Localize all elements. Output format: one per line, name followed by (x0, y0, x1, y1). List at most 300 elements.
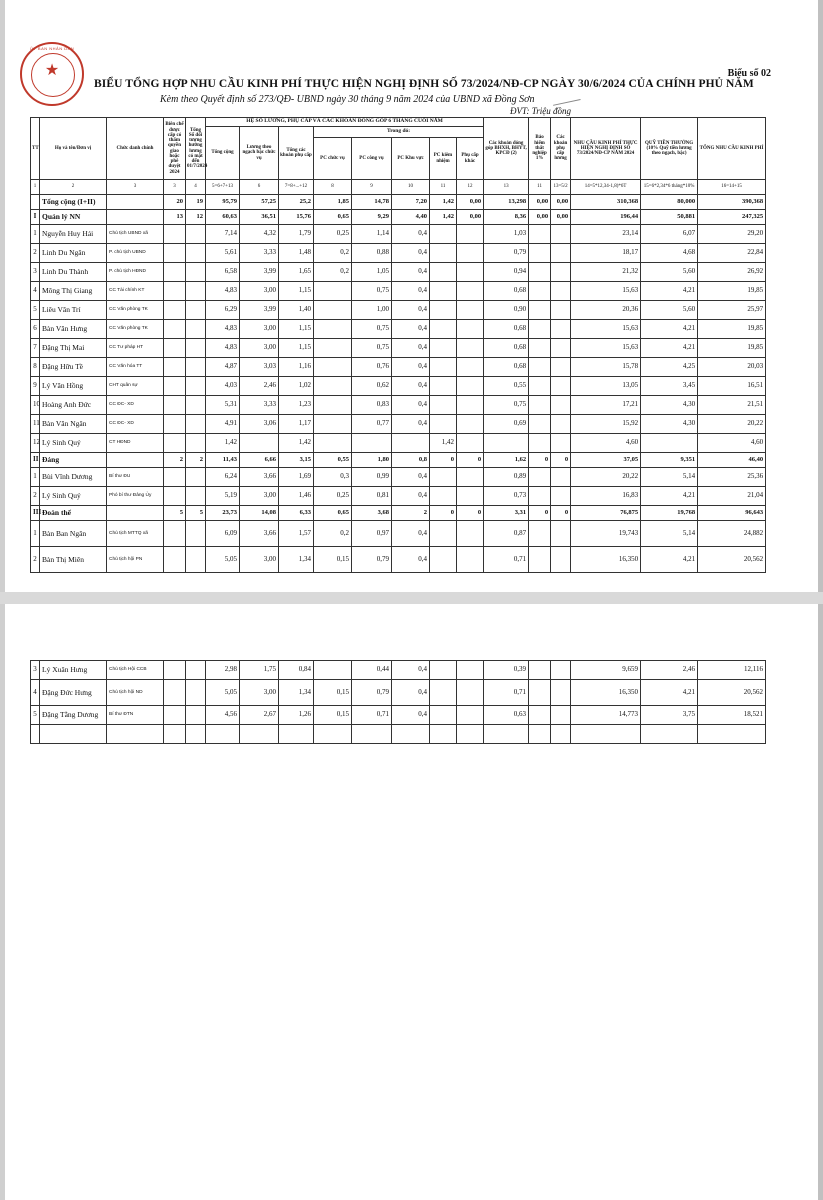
cell-pc-khac (457, 680, 484, 706)
col-quota: Biên chế được cấp có thẩm quyền giao hoặc phê duyệt 2024 (164, 118, 186, 180)
cell-salary: 3,00 (240, 547, 279, 573)
cell-people (186, 244, 206, 263)
cell-title: P. chủ tịch HĐND (107, 263, 164, 282)
index-cell: 2 (40, 180, 107, 195)
cell-name: Quản lý NN (40, 210, 107, 225)
index-cell: 11 (529, 180, 551, 195)
cell-name: Đặng Tằng Dương (40, 706, 107, 725)
cell-title: CC Tài chính KT (107, 282, 164, 301)
cell-allow: 1,02 (279, 377, 314, 396)
col-pc-cv: PC chức vụ (314, 138, 352, 180)
col-tt: TT (31, 118, 40, 180)
col-contrib: Các khoản đóng góp BHXH, BHYT, KPCĐ (2) (484, 118, 529, 180)
cell-pc-kv: 0,4 (392, 301, 430, 320)
table-row (31, 225, 766, 244)
cell-grand: 19,85 (698, 282, 766, 301)
cell-other (551, 396, 571, 415)
table-row (31, 661, 766, 680)
cell-bonus: 3,75 (641, 706, 698, 725)
cell-title: CHT quân sự (107, 377, 164, 396)
cell-contrib: 8,36 (484, 210, 529, 225)
cell-grand: 16,51 (698, 377, 766, 396)
cell-tt: 2 (31, 487, 40, 506)
cell-salary: 3,06 (240, 415, 279, 434)
cell-bonus: 4,21 (641, 547, 698, 573)
cell-tt: 11 (31, 415, 40, 434)
cell-allow (279, 725, 314, 744)
cell-quota (164, 468, 186, 487)
cell-pc-cv: 0,15 (314, 547, 352, 573)
cell-allow: 1,17 (279, 415, 314, 434)
cell-pc-congvu: 0,97 (352, 521, 392, 547)
cell-sum: 6,24 (206, 468, 240, 487)
cell-other: 0,00 (551, 210, 571, 225)
cell-name: Đặng Thị Mai (40, 339, 107, 358)
cell-title: Chủ tịch MTTQ xã (107, 521, 164, 547)
cell-pc-kv: 7,20 (392, 195, 430, 210)
table-row (31, 358, 766, 377)
cell-salary: 3,00 (240, 487, 279, 506)
cell-need: 76,875 (571, 506, 641, 521)
cell-bonus: 4,25 (641, 358, 698, 377)
cell-allow: 1,48 (279, 244, 314, 263)
cell-tt: 1 (31, 521, 40, 547)
cell-allow: 1,65 (279, 263, 314, 282)
cell-bonus: 4,21 (641, 320, 698, 339)
signature-mark (551, 91, 580, 106)
cell-people (186, 320, 206, 339)
cell-pc-congvu: 0,71 (352, 706, 392, 725)
cell-salary: 57,25 (240, 195, 279, 210)
cell-tt: 12 (31, 434, 40, 453)
cell-pc-kn: 0 (430, 506, 457, 521)
cell-contrib: 0,75 (484, 396, 529, 415)
unit-label: ĐVT: Triệu đồng (510, 106, 572, 116)
cell-people (186, 358, 206, 377)
cell-name: Đặng Đức Hưng (40, 680, 107, 706)
cell-contrib: 0,63 (484, 706, 529, 725)
cell-title (107, 210, 164, 225)
cell-title (107, 195, 164, 210)
index-cell: 1 (31, 180, 40, 195)
cell-people (186, 263, 206, 282)
cell-bhtn (529, 339, 551, 358)
cell-pc-kn: 1,42 (430, 195, 457, 210)
cell-bhtn (529, 301, 551, 320)
cell-quota (164, 358, 186, 377)
cell-pc-cv (314, 339, 352, 358)
cell-quota (164, 680, 186, 706)
cell-quota (164, 434, 186, 453)
cell-sum: 1,42 (206, 434, 240, 453)
cell-pc-cv: 0,25 (314, 225, 352, 244)
cell-grand: 29,20 (698, 225, 766, 244)
cell-quota: 13 (164, 210, 186, 225)
cell-other (551, 706, 571, 725)
table-row (31, 377, 766, 396)
index-cell: 12 (457, 180, 484, 195)
cell-salary: 3,00 (240, 680, 279, 706)
cell-bonus: 5,14 (641, 521, 698, 547)
cell-people: 5 (186, 506, 206, 521)
cell-sum: 5,05 (206, 547, 240, 573)
cell-pc-khac (457, 263, 484, 282)
cell-pc-congvu: 0,76 (352, 358, 392, 377)
cell-need: 15,63 (571, 320, 641, 339)
cell-pc-kv: 0,4 (392, 680, 430, 706)
cell-contrib: 0,79 (484, 244, 529, 263)
cell-contrib: 1,62 (484, 453, 529, 468)
cell-salary: 3,66 (240, 468, 279, 487)
cell-quota (164, 415, 186, 434)
cell-pc-congvu (352, 725, 392, 744)
cell-pc-kn (430, 725, 457, 744)
cell-salary: 2,46 (240, 377, 279, 396)
cell-salary: 3,00 (240, 282, 279, 301)
index-cell: 13 (484, 180, 529, 195)
cell-allow: 1,16 (279, 358, 314, 377)
cell-allow: 25,2 (279, 195, 314, 210)
cell-quota (164, 263, 186, 282)
cell-pc-kn (430, 547, 457, 573)
cell-name: Đoàn thể (40, 506, 107, 521)
cell-bonus: 5,14 (641, 468, 698, 487)
cell-name: Lý Sinh Quý (40, 434, 107, 453)
cell-sum: 2,98 (206, 661, 240, 680)
cell-title: Bí thư ĐTN (107, 706, 164, 725)
cell-pc-kn (430, 377, 457, 396)
cell-name: Linh Du Ngân (40, 244, 107, 263)
cell-bonus: 4,21 (641, 487, 698, 506)
cell-bhtn: 0,00 (529, 195, 551, 210)
cell-bonus: 2,46 (641, 661, 698, 680)
cell-people (186, 415, 206, 434)
col-salary: Lương theo ngạch bậc chức vụ (240, 127, 279, 180)
cell-need: 15,78 (571, 358, 641, 377)
cell-bhtn (529, 225, 551, 244)
cell-quota (164, 377, 186, 396)
cell-pc-kv: 0,4 (392, 263, 430, 282)
cell-tt: 9 (31, 377, 40, 396)
cell-pc-cv: 0,55 (314, 453, 352, 468)
cell-salary: 3,00 (240, 320, 279, 339)
cell-sum: 4,91 (206, 415, 240, 434)
cell-contrib: 0,69 (484, 415, 529, 434)
cell-people (186, 661, 206, 680)
cell-sum: 4,03 (206, 377, 240, 396)
cell-contrib: 0,39 (484, 661, 529, 680)
cell-bonus: 5,60 (641, 301, 698, 320)
cell-bonus: 9,351 (641, 453, 698, 468)
cell-sum: 4,87 (206, 358, 240, 377)
cell-pc-congvu: 0,88 (352, 244, 392, 263)
index-cell: 15=6*2,34*6 tháng*10% (641, 180, 698, 195)
cell-name: Bùi Vĩnh Dương (40, 468, 107, 487)
cell-bonus: 3,45 (641, 377, 698, 396)
cell-pc-kn (430, 680, 457, 706)
document-title: BIỂU TỔNG HỢP NHU CẦU KINH PHÍ THỰC HIỆN NGHỊ ĐỊNH SỐ 73/2024/NĐ-CP NGÀY 30/6/2024 CỦA CHÍNH PHỦ NĂM (94, 78, 754, 90)
cell-title: P. chủ tịch UBND (107, 244, 164, 263)
cell-sum: 23,73 (206, 506, 240, 521)
cell-people (186, 547, 206, 573)
table-row (31, 706, 766, 725)
cell-name: Bàn Văn Hưng (40, 320, 107, 339)
table-row (31, 339, 766, 358)
cell-pc-cv (314, 301, 352, 320)
cell-people (186, 434, 206, 453)
cell-other (551, 468, 571, 487)
cell-contrib (484, 725, 529, 744)
cell-bonus: 4,21 (641, 339, 698, 358)
col-pc-kv: PC Khu vực (392, 138, 430, 180)
cell-pc-cv: 0,15 (314, 680, 352, 706)
cell-pc-kv: 0,4 (392, 377, 430, 396)
cell-bhtn (529, 468, 551, 487)
cell-quota (164, 725, 186, 744)
cell-other (551, 225, 571, 244)
cell-contrib: 0,68 (484, 282, 529, 301)
cell-pc-khac (457, 521, 484, 547)
col-title: Chức danh chính (107, 118, 164, 180)
cell-quota (164, 396, 186, 415)
cell-allow: 0,84 (279, 661, 314, 680)
cell-need (571, 725, 641, 744)
cell-pc-kn (430, 706, 457, 725)
cell-quota (164, 547, 186, 573)
cell-pc-kn (430, 244, 457, 263)
cell-pc-khac (457, 547, 484, 573)
document-subtitle: Kèm theo Quyết định số 273/QĐ- UBND ngày 30 tháng 9 năm 2024 của UBND xã Đồng Sơn (160, 94, 535, 105)
cell-title: CC Văn phòng TK (107, 301, 164, 320)
cell-pc-kv: 0,4 (392, 244, 430, 263)
cell-pc-congvu: 3,68 (352, 506, 392, 521)
cell-allow: 1,23 (279, 396, 314, 415)
cell-bhtn (529, 415, 551, 434)
table-row (31, 468, 766, 487)
cell-sum: 6,09 (206, 521, 240, 547)
official-seal-icon: ỦY BAN NHÂN DÂN ★ (20, 42, 84, 106)
cell-contrib: 0,90 (484, 301, 529, 320)
cell-sum: 4,83 (206, 339, 240, 358)
cell-need: 37,05 (571, 453, 641, 468)
cell-quota (164, 521, 186, 547)
index-cell: 9 (352, 180, 392, 195)
cell-sum: 4,83 (206, 282, 240, 301)
cell-need: 16,350 (571, 680, 641, 706)
cell-pc-khac (457, 244, 484, 263)
cell-contrib: 0,94 (484, 263, 529, 282)
cell-contrib: 0,55 (484, 377, 529, 396)
cell-need: 4,60 (571, 434, 641, 453)
cell-other: 0,00 (551, 195, 571, 210)
cell-need: 19,743 (571, 521, 641, 547)
cell-people (186, 468, 206, 487)
cell-name: Mông Thị Giang (40, 282, 107, 301)
cell-need: 13,05 (571, 377, 641, 396)
cell-name: Lý Văn Hồng (40, 377, 107, 396)
cell-quota (164, 706, 186, 725)
subtotal-row (31, 506, 766, 521)
col-allow-total: Tổng các khoản phụ cấp (279, 127, 314, 180)
cell-sum: 4,56 (206, 706, 240, 725)
cell-pc-khac (457, 661, 484, 680)
table-row (31, 547, 766, 573)
cell-grand: 247,325 (698, 210, 766, 225)
cell-grand: 25,97 (698, 301, 766, 320)
cell-pc-cv (314, 396, 352, 415)
cell-pc-congvu: 14,78 (352, 195, 392, 210)
cell-need: 15,92 (571, 415, 641, 434)
cell-grand: 21,04 (698, 487, 766, 506)
cell-title: Phó bí thư Đảng Ủy (107, 487, 164, 506)
cell-grand: 19,85 (698, 339, 766, 358)
table-row (31, 487, 766, 506)
col-group-coefficients: HỆ SỐ LƯƠNG, PHỤ CẤP VÀ CÁC KHOẢN ĐÓNG GÓP 6 THÁNG CUỐI NĂM (206, 118, 484, 127)
cell-salary (240, 434, 279, 453)
cell-pc-khac (457, 358, 484, 377)
cell-title (107, 453, 164, 468)
index-cell: 14=5*12,34-1,8)*6T (571, 180, 641, 195)
cell-people: 12 (186, 210, 206, 225)
cell-grand: 20,562 (698, 547, 766, 573)
table-row (31, 244, 766, 263)
cell-contrib: 1,03 (484, 225, 529, 244)
table-row (31, 263, 766, 282)
cell-pc-cv: 0,2 (314, 521, 352, 547)
cell-name: Đặng Hữu Tề (40, 358, 107, 377)
cell-quota (164, 244, 186, 263)
cell-pc-kn: 1,42 (430, 434, 457, 453)
cell-name: Liêu Văn Trí (40, 301, 107, 320)
cell-pc-kv: 0,4 (392, 487, 430, 506)
cell-salary: 3,99 (240, 301, 279, 320)
cell-bonus (641, 725, 698, 744)
index-cell: 16=14+15 (698, 180, 766, 195)
cell-sum: 5,05 (206, 680, 240, 706)
cell-tt: 1 (31, 225, 40, 244)
cell-pc-congvu: 1,05 (352, 263, 392, 282)
cell-bhtn (529, 320, 551, 339)
cell-tt: 2 (31, 547, 40, 573)
cell-contrib: 13,298 (484, 195, 529, 210)
cell-other (551, 244, 571, 263)
cell-grand: 26,92 (698, 263, 766, 282)
document-page-2 (0, 604, 823, 1200)
column-index-row (31, 180, 766, 195)
cell-title: CC ĐC- XD (107, 415, 164, 434)
index-cell: 4 (186, 180, 206, 195)
col-need: NHU CẦU KINH PHÍ THỰC HIỆN NGHỊ ĐỊNH SỐ 73/2024/NĐ-CP NĂM 2024 (571, 118, 641, 180)
cell-contrib: 0,68 (484, 339, 529, 358)
cell-pc-kn (430, 487, 457, 506)
cell-pc-cv: 0,3 (314, 468, 352, 487)
cell-name: Linh Du Thành (40, 263, 107, 282)
cell-pc-cv (314, 434, 352, 453)
cell-pc-congvu: 0,83 (352, 396, 392, 415)
cell-people (186, 487, 206, 506)
index-cell: 13=5/2 (551, 180, 571, 195)
cell-pc-cv (314, 661, 352, 680)
cell-tt: 5 (31, 706, 40, 725)
cell-pc-khac (457, 282, 484, 301)
cell-sum: 4,83 (206, 320, 240, 339)
col-pc-congvu: PC công vụ (352, 138, 392, 180)
cell-pc-kn (430, 396, 457, 415)
cell-pc-cv (314, 282, 352, 301)
cell-other (551, 415, 571, 434)
cell-pc-cv: 0,2 (314, 244, 352, 263)
cell-name: Lý Xuân Hưng (40, 661, 107, 680)
cell-salary: 3,33 (240, 396, 279, 415)
cell-name: Hoàng Anh Đức (40, 396, 107, 415)
index-cell: 8 (314, 180, 352, 195)
cell-people (186, 706, 206, 725)
index-cell: 3 (164, 180, 186, 195)
cell-grand: 24,882 (698, 521, 766, 547)
cell-allow: 1,42 (279, 434, 314, 453)
col-of-which: Trong đó: (314, 127, 484, 138)
cell-pc-kv: 0,4 (392, 521, 430, 547)
cell-bonus: 4,21 (641, 680, 698, 706)
table-row (31, 415, 766, 434)
cell-other (551, 434, 571, 453)
cell-salary: 1,75 (240, 661, 279, 680)
cell-need: 18,17 (571, 244, 641, 263)
table-row (31, 396, 766, 415)
cell-bhtn (529, 547, 551, 573)
cell-pc-cv: 0,65 (314, 210, 352, 225)
cell-grand: 20,22 (698, 415, 766, 434)
cell-salary: 3,03 (240, 358, 279, 377)
cell-contrib: 0,87 (484, 521, 529, 547)
cell-need: 196,44 (571, 210, 641, 225)
cell-need: 16,350 (571, 547, 641, 573)
cell-pc-cv: 0,2 (314, 263, 352, 282)
col-bonus: QUỸ TIỀN THƯỞNG (10% Quỹ tiền lương theo ngạch, bậc) (641, 118, 698, 180)
cell-grand: 4,60 (698, 434, 766, 453)
cell-tt: III (31, 506, 40, 521)
table-row (31, 521, 766, 547)
cell-people (186, 377, 206, 396)
cell-grand: 390,368 (698, 195, 766, 210)
cell-contrib: 0,71 (484, 680, 529, 706)
cell-allow: 1,69 (279, 468, 314, 487)
cell-name: Bàn Văn Ngân (40, 415, 107, 434)
cell-quota (164, 301, 186, 320)
cell-other (551, 547, 571, 573)
cell-pc-congvu: 0,62 (352, 377, 392, 396)
cell-pc-cv (314, 415, 352, 434)
cell-pc-khac: 0,00 (457, 195, 484, 210)
cell-bhtn (529, 244, 551, 263)
cell-pc-cv (314, 358, 352, 377)
cell-allow: 1,57 (279, 521, 314, 547)
cell-pc-congvu: 0,75 (352, 339, 392, 358)
cell-other (551, 680, 571, 706)
cell-need: 17,21 (571, 396, 641, 415)
cell-pc-khac (457, 725, 484, 744)
cell-pc-cv: 0,65 (314, 506, 352, 521)
index-cell: 5=6+7+13 (206, 180, 240, 195)
table-row (31, 301, 766, 320)
cell-bhtn (529, 358, 551, 377)
cell-people (186, 225, 206, 244)
cell-other (551, 282, 571, 301)
col-other: Các khoản phụ cấp lương (551, 118, 571, 180)
cell-title: CC ĐC- XD (107, 396, 164, 415)
cell-pc-cv (314, 320, 352, 339)
budget-table-continued (30, 660, 766, 744)
